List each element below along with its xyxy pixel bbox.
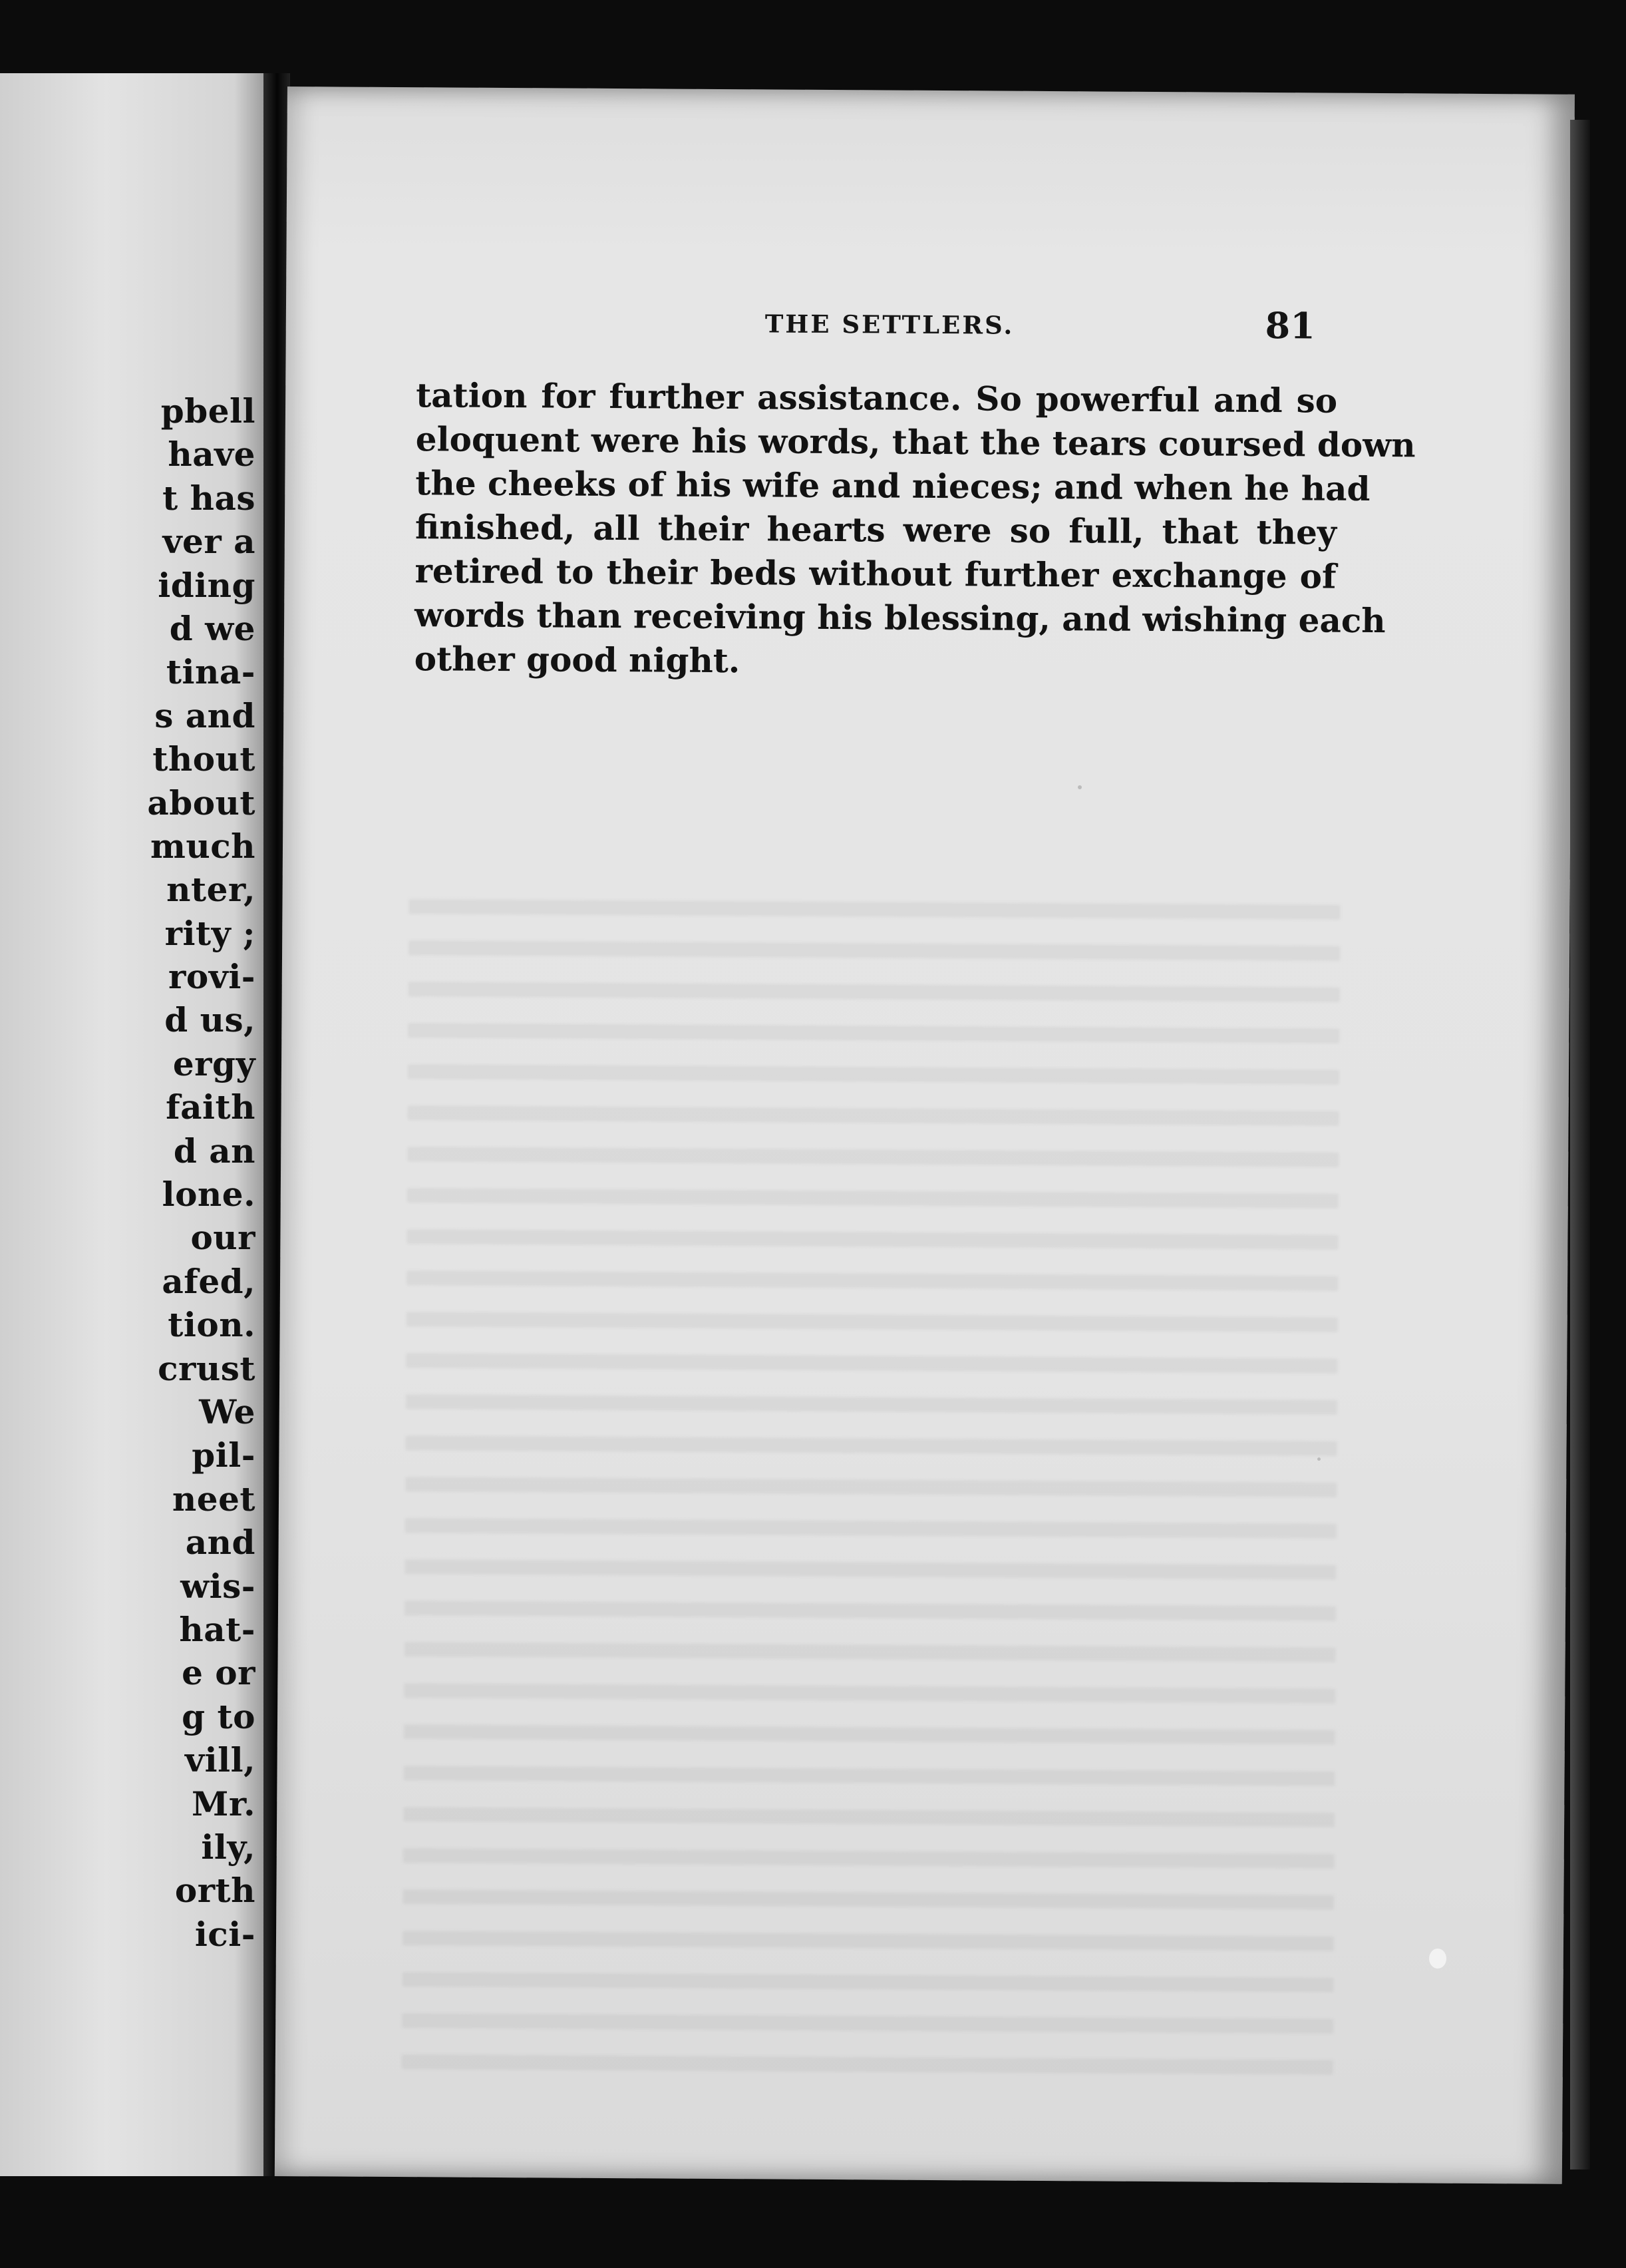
previous-page-line: d us, xyxy=(164,1000,255,1040)
body-paragraph xyxy=(414,373,1416,686)
paragraph-line: the cheeks of his wife and nieces; and when he had xyxy=(415,463,1371,508)
previous-page-line: thout xyxy=(152,739,255,779)
previous-page-line: ily, xyxy=(201,1827,255,1867)
paragraph-line: finished, all their hearts were so full, that they xyxy=(414,507,1337,552)
bleed-through-ghost-text xyxy=(402,872,1341,2076)
previous-page-line: s and xyxy=(154,695,255,735)
previous-page xyxy=(0,73,266,2176)
page-edge-shadow xyxy=(1570,120,1590,2170)
previous-page-line: tina- xyxy=(166,652,255,692)
paragraph-line: tation for further assistance. So powerful and so xyxy=(415,375,1338,421)
current-page xyxy=(275,87,1575,2184)
dust-speck xyxy=(1078,785,1082,789)
previous-page-line: d we xyxy=(169,608,255,648)
previous-page-line: Mr. xyxy=(191,1784,255,1823)
previous-page-line: about xyxy=(147,783,255,823)
previous-page-line: neet xyxy=(172,1479,255,1519)
previous-page-line: orth xyxy=(174,1871,255,1911)
page-number: 81 xyxy=(1265,303,1316,347)
previous-page-line: rity ; xyxy=(164,913,255,953)
paragraph-line: other good night. xyxy=(414,639,740,681)
previous-page-line: tion. xyxy=(168,1305,255,1345)
previous-page-line: our xyxy=(190,1218,255,1258)
previous-page-line: pil- xyxy=(192,1435,255,1475)
paragraph-line: words than receiving his blessing, and wishing each xyxy=(414,595,1386,641)
previous-page-line: vill, xyxy=(185,1740,255,1780)
previous-page-line: nter, xyxy=(166,870,255,910)
previous-page-line: rovi- xyxy=(168,957,255,997)
previous-page-line: e or xyxy=(182,1653,255,1693)
previous-page-line: pbell xyxy=(160,391,255,431)
running-head: THE SETTLERS. xyxy=(764,309,1015,340)
previous-page-text xyxy=(147,389,255,1956)
paragraph-line: eloquent were his words, that the tears coursed down xyxy=(415,419,1416,465)
previous-page-line: have xyxy=(168,435,255,474)
previous-page-line: much xyxy=(150,826,255,866)
paragraph-line: retired to their beds without further exchange of xyxy=(414,551,1337,596)
previous-page-line: crust xyxy=(158,1348,255,1388)
previous-page-line: iding xyxy=(158,565,255,605)
previous-page-line: t has xyxy=(162,478,255,518)
previous-page-line: faith xyxy=(166,1087,255,1127)
previous-page-line: g to xyxy=(182,1696,255,1736)
previous-page-line: wis- xyxy=(180,1566,255,1606)
dust-speck xyxy=(1317,1457,1321,1461)
previous-page-line: ici- xyxy=(194,1914,255,1954)
previous-page-line: and xyxy=(185,1523,255,1563)
dust-speck xyxy=(1429,1949,1446,1969)
previous-page-line: afed, xyxy=(162,1261,255,1301)
previous-page-line: ver a xyxy=(162,522,255,562)
previous-page-line: We xyxy=(199,1392,255,1431)
previous-page-line: hat- xyxy=(179,1609,255,1649)
previous-page-line: d an xyxy=(173,1131,255,1171)
previous-page-line: lone. xyxy=(162,1175,255,1215)
previous-page-line: ergy xyxy=(172,1043,255,1083)
